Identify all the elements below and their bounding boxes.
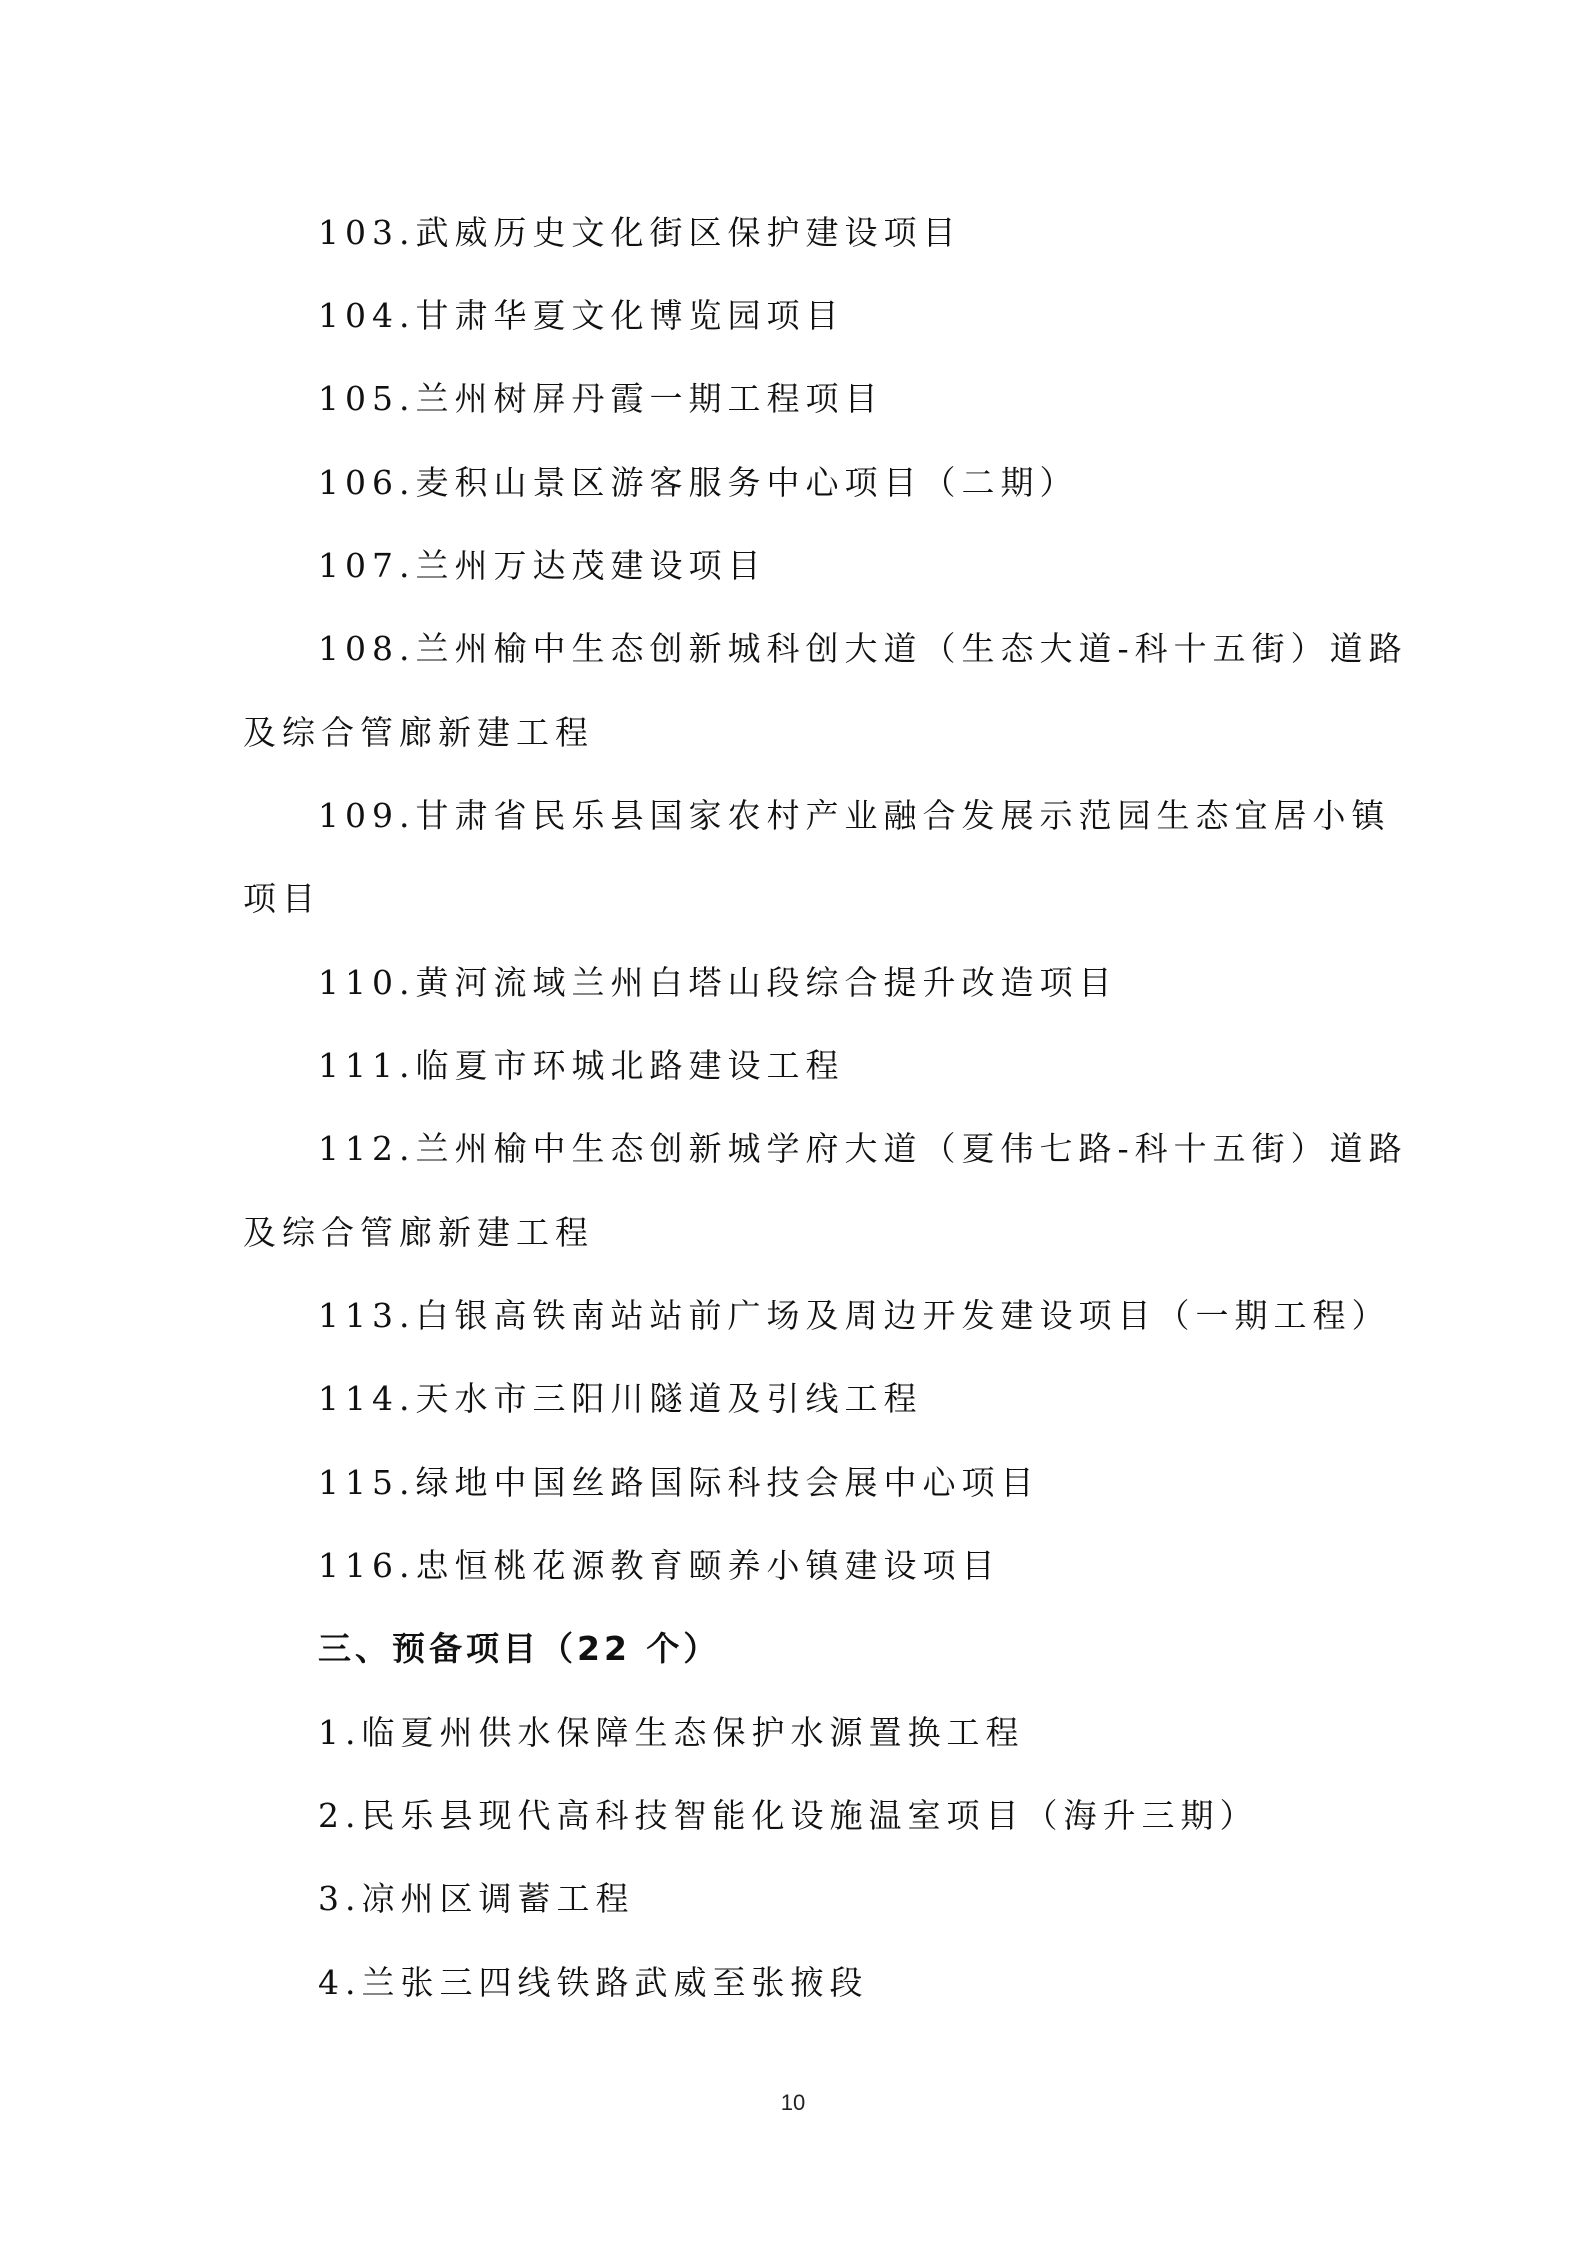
page-number: 10 — [780, 2090, 806, 2115]
list-item-line-1: 109.甘肃省民乐县国家农村产业融合发展示范园生态宜居小镇 — [318, 796, 1391, 835]
section-heading: 三、预备项目（22 个） — [318, 1629, 721, 1668]
reserve-list-item: 3.凉州区调蓄工程 — [318, 1879, 635, 1918]
list-item-line-1: 112.兰州榆中生态创新城学府大道（夏伟七路-科十五街）道路 — [318, 1129, 1408, 1168]
list-item: 105.兰州树屏丹霞一期工程项目 — [318, 379, 884, 418]
list-item: 110.黄河流域兰州白塔山段综合提升改造项目 — [318, 963, 1118, 1002]
list-item-line-2: 及综合管廊新建工程 — [243, 713, 594, 752]
list-item: 111.临夏市环城北路建设工程 — [318, 1046, 845, 1085]
reserve-list-item: 1.临夏州供水保障生态保护水源置换工程 — [318, 1713, 1025, 1752]
reserve-list-item: 4.兰张三四线铁路武威至张掖段 — [318, 1963, 869, 2002]
reserve-list-item: 2.民乐县现代高科技智能化设施温室项目（海升三期） — [318, 1796, 1259, 1835]
list-item: 103.武威历史文化街区保护建设项目 — [318, 213, 962, 252]
list-item-line-1: 108.兰州榆中生态创新城科创大道（生态大道-科十五街）道路 — [318, 629, 1408, 668]
list-item: 114.天水市三阳川隧道及引线工程 — [318, 1379, 923, 1418]
list-item: 113.白银高铁南站站前广场及周边开发建设项目（一期工程） — [318, 1296, 1391, 1335]
list-item: 107.兰州万达茂建设项目 — [318, 546, 767, 585]
list-item-line-2: 项目 — [243, 879, 321, 918]
list-item: 104.甘肃华夏文化博览园项目 — [318, 296, 845, 335]
list-item: 106.麦积山景区游客服务中心项目（二期） — [318, 463, 1079, 502]
list-item: 116.忠恒桃花源教育颐养小镇建设项目 — [318, 1546, 1001, 1585]
list-item-line-2: 及综合管廊新建工程 — [243, 1213, 594, 1252]
list-item: 115.绿地中国丝路国际科技会展中心项目 — [318, 1463, 1040, 1502]
